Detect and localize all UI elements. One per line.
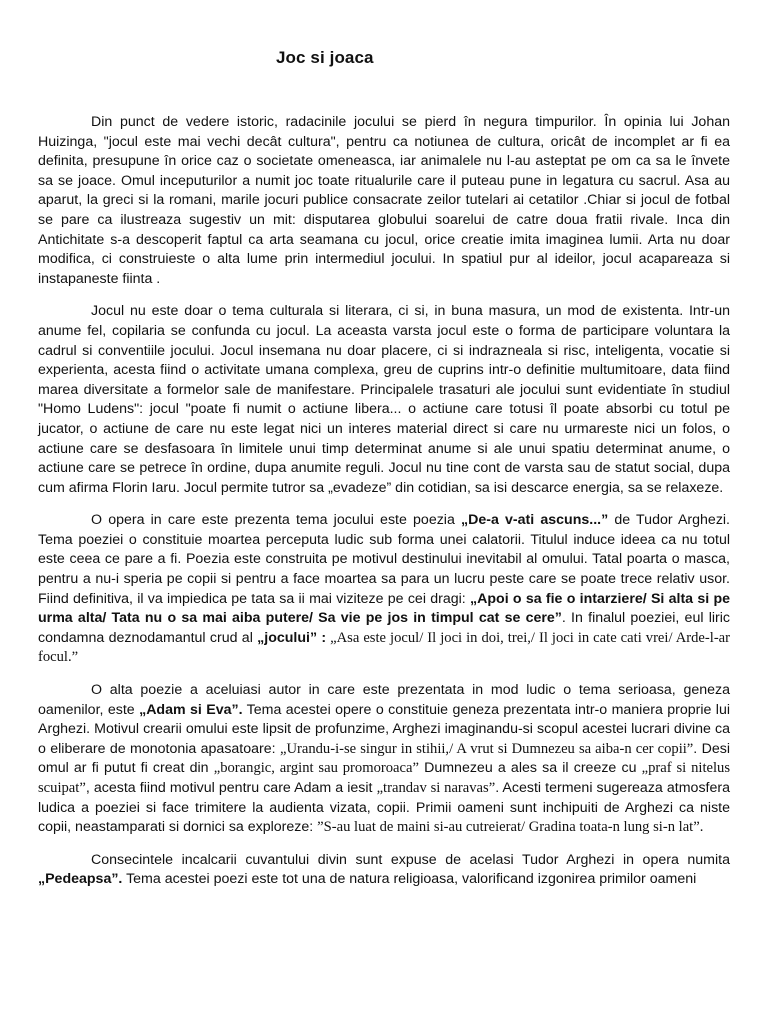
text-run: . In finalul poeziei, eul liric condamna deznodamantul crud al bbox=[38, 610, 730, 646]
text-run: O alta poezie a aceluiasi autor in care este prezentata in mod ludic o tema serioasa, geneza oamenilor, este bbox=[38, 682, 730, 718]
text-run: Consecintele incalcarii cuvantului divin sunt expuse de acelasi Tudor Arghezi in opera numita bbox=[91, 851, 730, 868]
quote-serif: „Asa este jocul/ Il joci in doi, trei,/ Il joci in cate cati vrei/ Arde-l-ar focul.” bbox=[38, 629, 731, 666]
paragraph-3 bbox=[38, 511, 730, 668]
text-run: O opera in care este prezenta tema jocului este poezia bbox=[91, 512, 462, 529]
quote-serif: „trandav si naravas” bbox=[376, 780, 496, 796]
paragraph-4 bbox=[38, 681, 730, 838]
poem-title-adam-si-eva: „Adam si Eva”. bbox=[139, 701, 243, 718]
page-title: Joc si joaca bbox=[276, 48, 374, 67]
text-run: . Acesti termeni sugereaza atmosfera ludica a poeziei si face trimitere la audienta vizata, copii. Primii oameni sunt inchipuiti de Arghezi ca niste copii, neastamparati si dornici sa exploreze: bbox=[38, 780, 730, 836]
quote-serif: „borangic, argint sau promoroaca” bbox=[213, 760, 419, 777]
quote-serif: ”S-au luat de maini si-au cutreierat/ Gradina toata-n lung si-n lat”. bbox=[317, 819, 704, 836]
quote-serif: „praf si nitelus scuipat” bbox=[38, 760, 731, 796]
text-run: , acesta fiind motivul pentru care Adam a iesit bbox=[85, 780, 377, 796]
paragraph-5 bbox=[38, 851, 730, 890]
text-run: Tema acestei poezi este tot una de natura religioasa, valorificand izgonirea primilor oameni bbox=[122, 871, 697, 888]
text-run: Tema acestei opere o constituie geneza prezentata intr-o maniera proprie lui Arghezi. Motivul crearii omului este lipsit de profunzime, Arghezi imaginandu-si scopul acestei lucrari divine ca o eliberare de monotonia apasatoare: bbox=[38, 701, 730, 757]
text-run: Dumnezeu a ales sa il creeze cu bbox=[418, 760, 642, 777]
paragraph-2: Jocul nu este doar o tema culturala si literara, ci si, in buna masura, un mod de existenta. Intr-un anume fel, copilaria se confunda cu jocul. La aceasta varsta jocul este o forma de participare voluntara la cadrul si conventiile jocului. Jocul insemana nu doar placere, ci si indrazneala si risc, inteligenta, vocatie si experienta, acesta fiind o activitate umana complexa, greu de cuprins intr-o definitie multumitoare, data fiind marea diversitate a formelor sale de manifestare. Principalele trasaturi ale jocului sunt evidentiate în studiul "Homo Ludens": jocul "poate fi numit o actiune libera... o actiune care totusi îl poate absorbi cu totul pe jucator, o actiune de care nu este legat nici un interes material direct si care nu urmareste nici un folos, o actiune care se desfasoara în limitele unui timp determinat anume si ale unui spatiu determinat anume, o actiune care se petrece în ordine, dupa anumite reguli. Jocul nu tine cont de varsta sau de statut social, dupa cum afirma Florin Iaru. Jocul permite tutror sa „evadeze” din cotidian, sa isi descarce energia, sa se relaxeze. bbox=[38, 303, 730, 496]
text-run: . Desi omul ar fi putut fi creat din bbox=[38, 740, 730, 777]
text-run: de Tudor Arghezi. Tema poeziei o constituie moartea perceputa ludic sub forma unei calatorii. Titulul induce ideea ca nu totul este ceea ce pare a fi. Poezia este construita pe motivul destinului inevitabil al omului. Tatal poarta o masca, pentru a nu-i speria pe copii si pentru a face moartea sa para un lucru peste care se poate trece relativ usor. Fiind definitiva, il va impiedica pe tata sa ii mai viziteze pe cei dragi: bbox=[38, 512, 731, 607]
quote-serif: „Urandu-i-se singur in stihii,/ A vrut si Dumnezeu sa aiba-n cer copii” bbox=[279, 740, 694, 757]
paragraph-1: Din punct de vedere istoric, radacinile jocului se pierd în negura timpurilor. În opinia lui Johan Huizinga, "jocul este mai vechi decât cultura", pentru ca notiunea de cultura, oricât de incomplet ar fi ea definita, presupune în orice caz o societate omeneasca, iar animalele nu l-au asteptat pe om ca sa le învete sa se joace. Omul inceputurilor a numit joc toate ritualurile care il puteau pune in legatura cu sacrul. Asa au aparut, la greci si la romani, marile jocuri publice consacrate zeilor tutelari ai cetatilor .Chiar si jocul de fotbal se pare ca ilustreaza sugestiv un mit: disputarea globului soarelui de catre doua fratii rivale. Inca din Antichitate s-a descoperit faptul ca arta seamana cu jocul, orice creatie imita imaginea lumii. Arta nu doar modifica, ci construieste o alta lume prin intermediul jocului. In spatiul pur al ideilor, jocul acapareaza si instapaneste fiinta . bbox=[38, 114, 730, 287]
quote-bold: „Apoi o sa fie o intarziere/ Si alta si pe urma alta/ Tata nu o sa mai aiba putere/ Sa vie pe jos in timpul cat se cere” bbox=[38, 590, 730, 627]
poem-title-de-a-v-ati-ascuns: „De-a v-ati ascuns...” bbox=[461, 512, 609, 529]
word-jocului: „jocului” : bbox=[257, 629, 327, 646]
poem-title-pedeapsa: „Pedeapsa”. bbox=[38, 871, 123, 888]
